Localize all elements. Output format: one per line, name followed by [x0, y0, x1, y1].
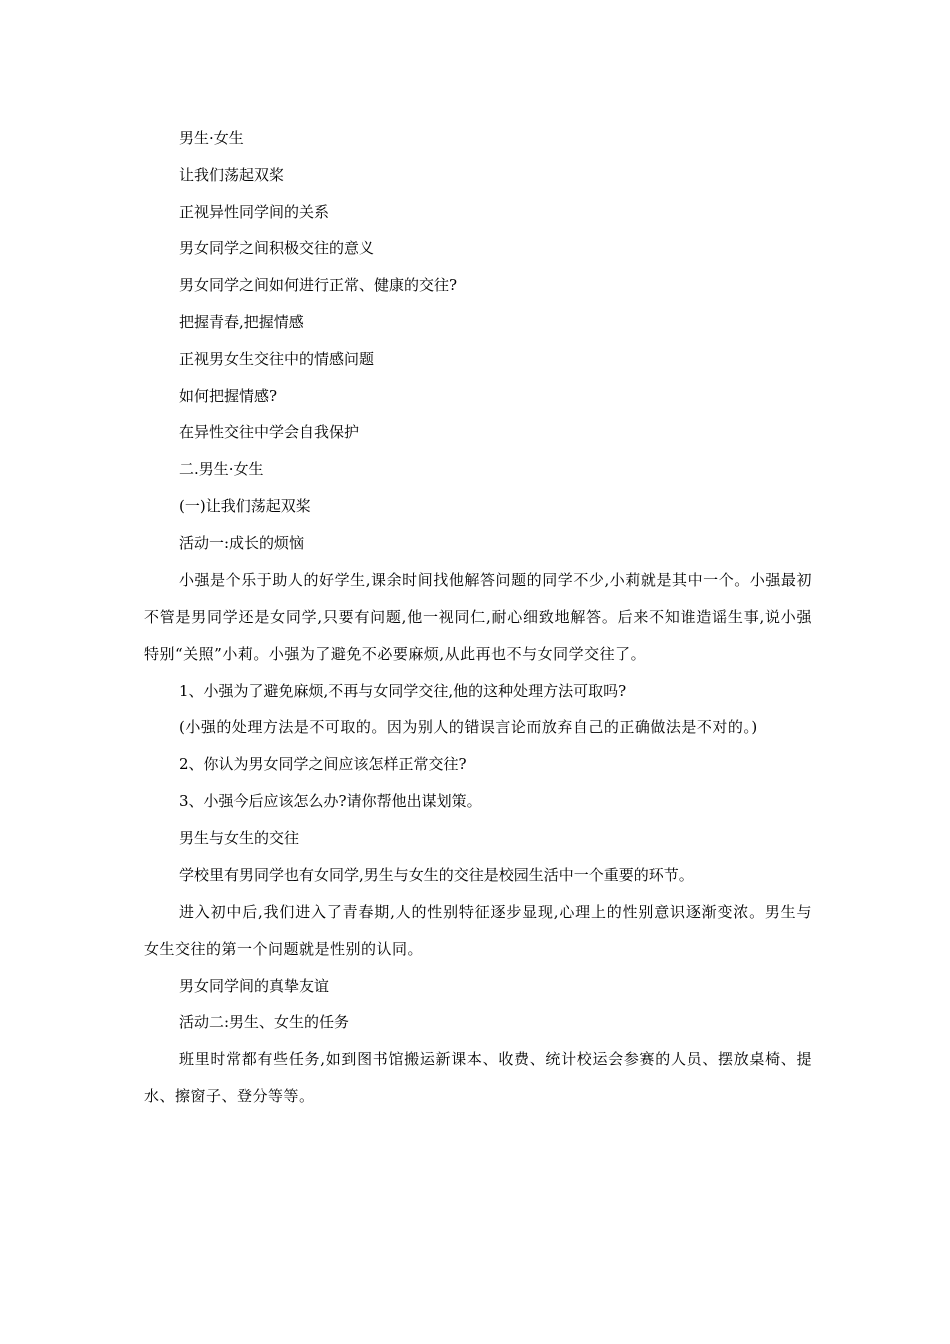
heading-boys-girls: 男生·女生 [179, 129, 244, 147]
outline-item: 正视异性同学间的关系 [179, 202, 330, 221]
body-paragraph: 进入初中后,我们进入了青春期,人的性别特征逐步显现,心理上的性别意识逐渐变浓。男生与女生交往的第一个问题就是性别的认同。 [144, 902, 812, 958]
question-item: 1、小强为了避免麻烦,不再与女同学交往,他的这种处理方法可取吗? [179, 681, 627, 700]
body-paragraph: 班里时常都有些任务,如到图书馆搬运新课本、收费、统计校运会参赛的人员、摆放桌椅、提水、擦窗子、登分等等。 [144, 1050, 812, 1106]
body-line: 学校里有男同学也有女同学,男生与女生的交往是校园生活中一个重要的环节。 [179, 865, 694, 884]
outline-item: 如何把握情感? [179, 386, 278, 405]
document-body [144, 120, 812, 1115]
outline-item: 把握青春,把握情感 [179, 312, 304, 331]
outline-item: 让我们荡起双桨 [179, 165, 285, 184]
story-paragraph: 小强是个乐于助人的好学生,课余时间找他解答问题的同学不少,小莉就是其中一个。小强最初不管是男同学还是女同学,只要有问题,他一视同仁,耐心细致地解答。后来不知谁造谣生事,说小强特别“关照”小莉。小强为了避免不必要麻烦,从此再也不与女同学交往了。 [144, 570, 812, 663]
outline-item: 正视男女生交往中的情感问题 [179, 349, 375, 368]
topic-heading: 男女同学间的真挚友谊 [179, 976, 330, 995]
subsection-heading: (一)让我们荡起双桨 [179, 496, 311, 515]
outline-item: 在异性交往中学会自我保护 [179, 423, 360, 442]
section-heading: 二.男生·女生 [179, 460, 264, 479]
activity-title: 活动一:成长的烦恼 [179, 533, 305, 552]
activity-title: 活动二:男生、女生的任务 [179, 1013, 350, 1032]
outline-item: 男女同学之间积极交往的意义 [179, 239, 375, 258]
answer-paragraph: (小强的处理方法是不可取的。因为别人的错误言论而放弃自己的正确做法是不对的。) [179, 718, 758, 737]
question-item: 2、你认为男女同学之间应该怎样正常交往? [179, 755, 467, 774]
topic-heading: 男生与女生的交往 [179, 828, 300, 847]
outline-item: 男女同学之间如何进行正常、健康的交往? [179, 276, 458, 295]
question-item: 3、小强今后应该怎么办?请你帮他出谋划策。 [179, 792, 482, 811]
